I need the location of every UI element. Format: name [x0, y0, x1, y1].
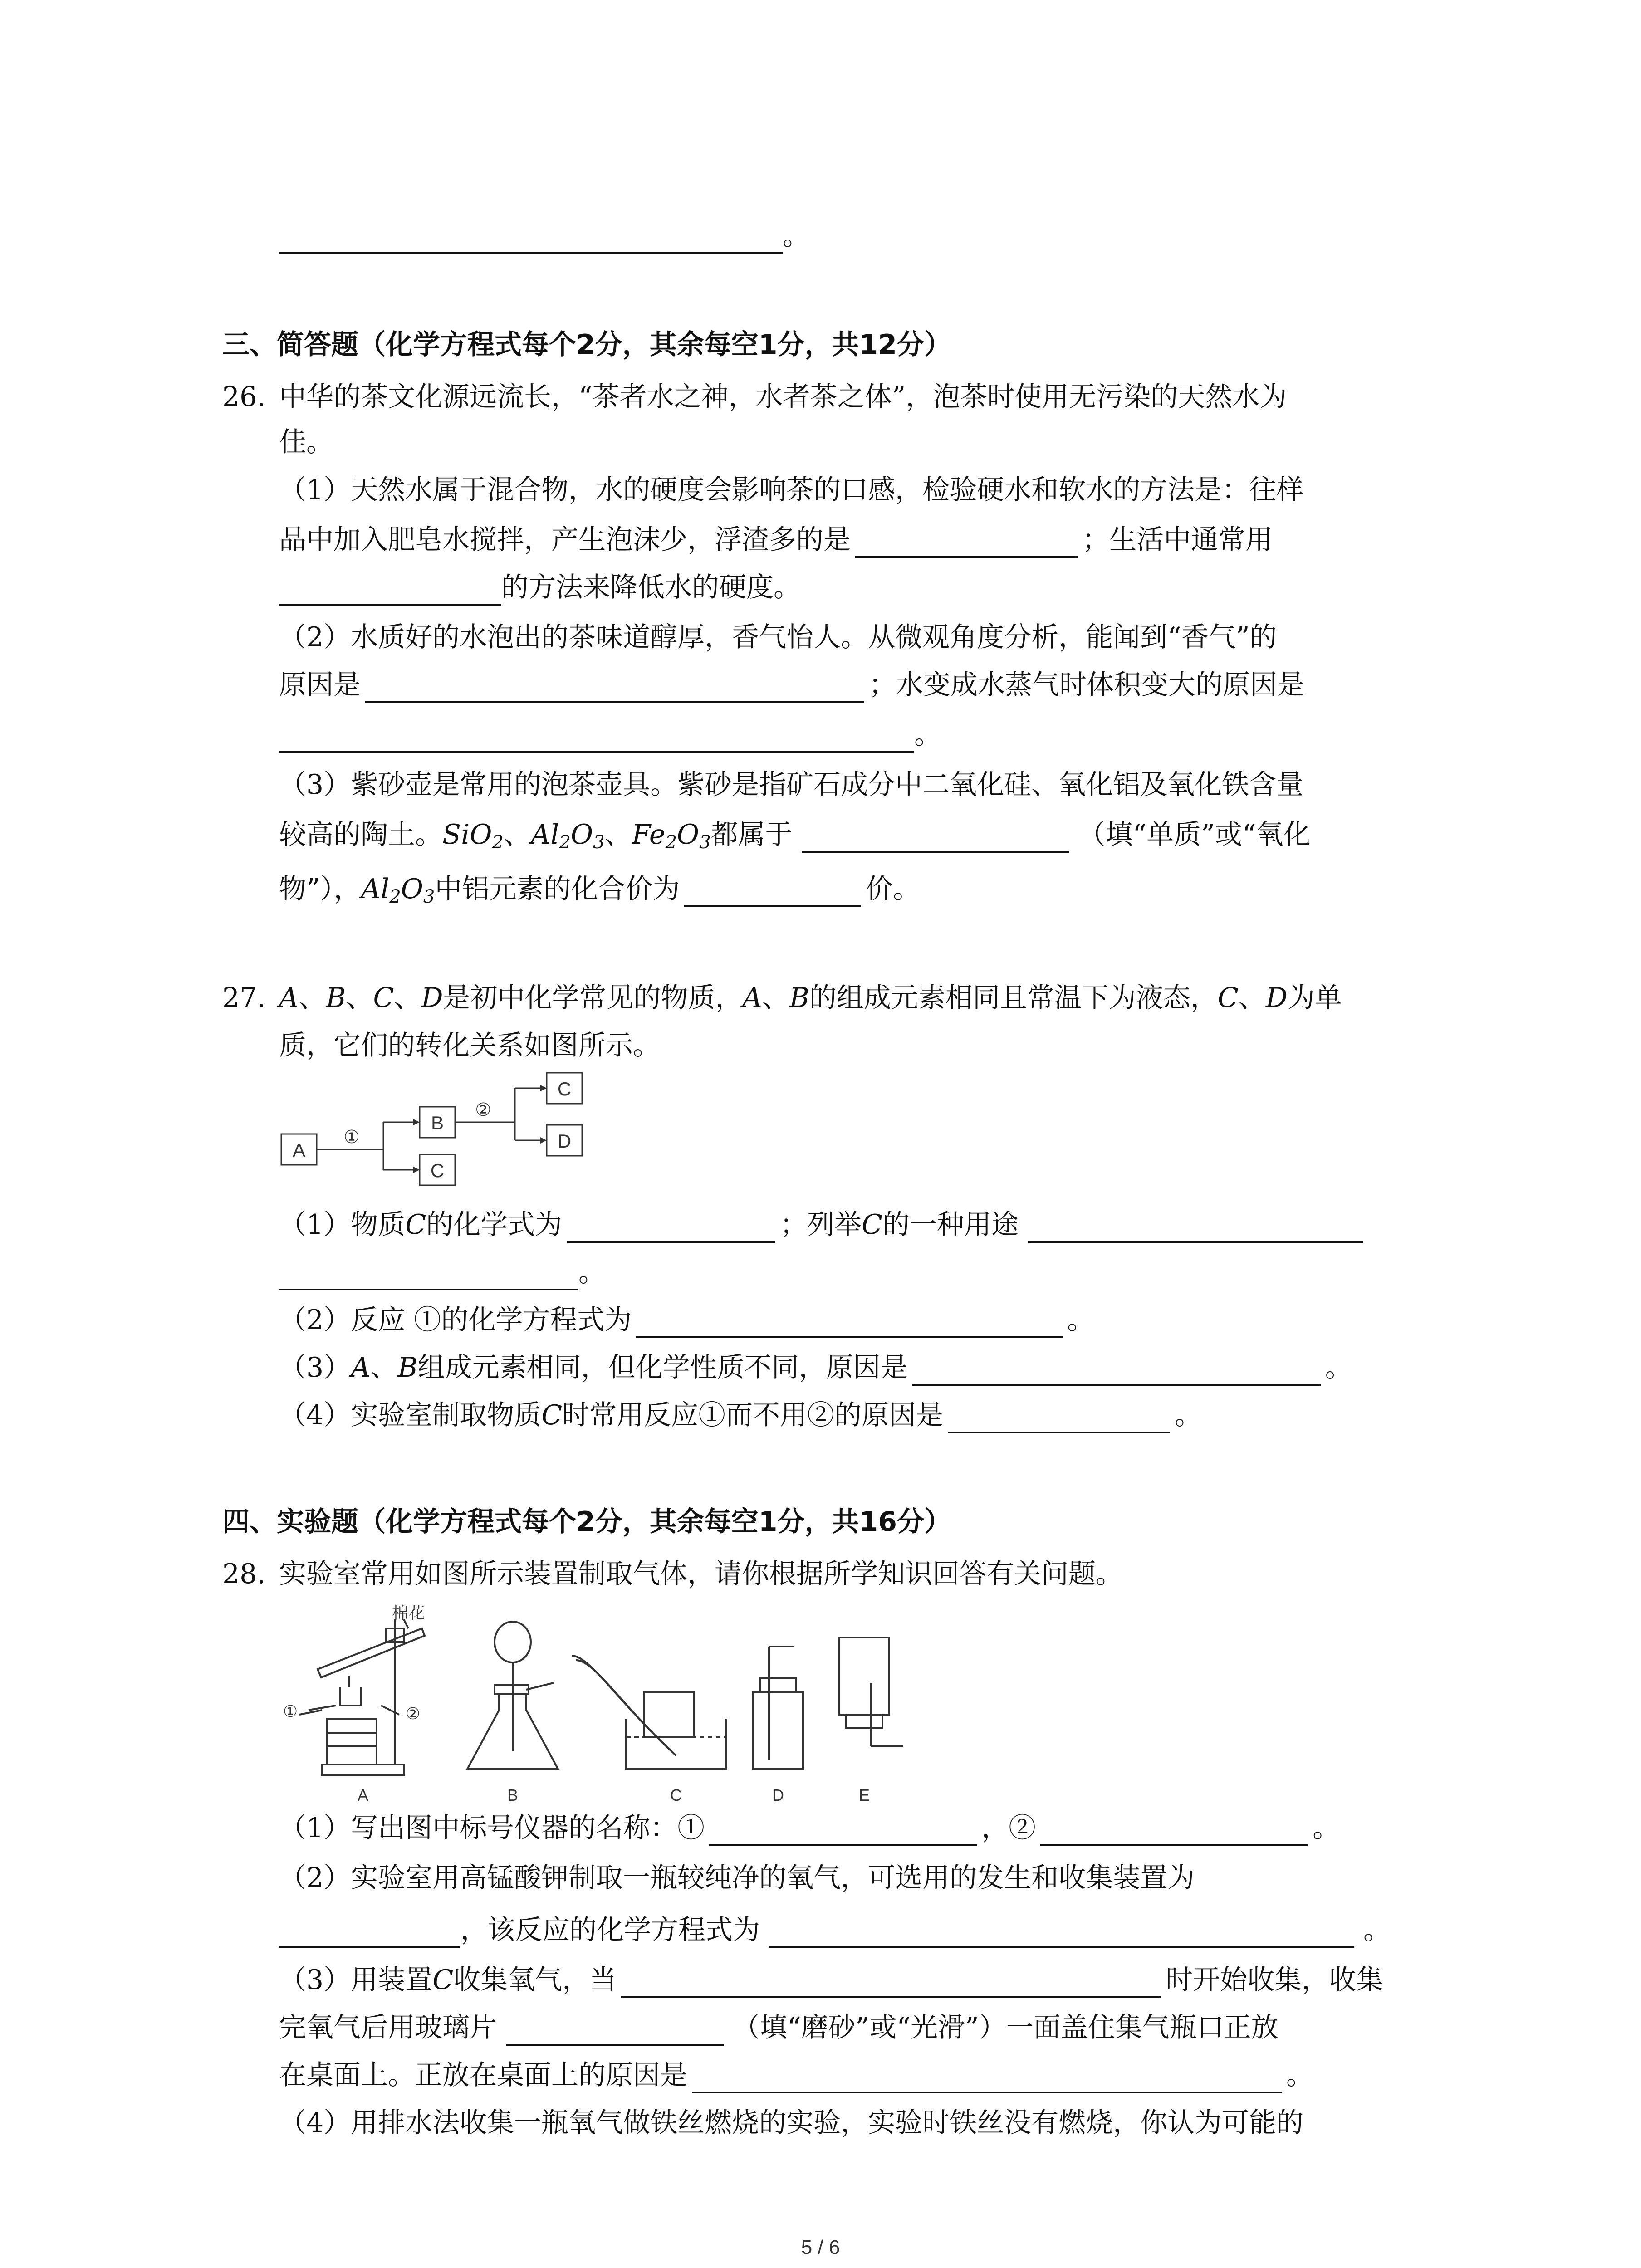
q27-line2: 质，它们的转化关系如图所示。: [279, 1030, 660, 1061]
answer-blank[interactable]: [948, 1403, 1170, 1433]
q26-part2-line2: 原因是 ；水变成水蒸气时体积变大的原因是: [279, 667, 1304, 703]
q27-part1-line2: 。: [279, 1254, 606, 1290]
fig-label-e: E: [858, 1786, 870, 1804]
q27-line1: A、B、C、D是初中化学常见的物质，A、B的组成元素相同且常温下为液态，C、D为单: [279, 982, 1342, 1014]
answer-blank[interactable]: [855, 527, 1078, 558]
answer-blank[interactable]: [636, 1307, 1063, 1338]
fig-label-cotton: 棉花: [392, 1603, 425, 1622]
q26-part3-line2: 较高的陶土。SiO$_2$、$Al_2O_3$、$Fe_2O_3$都属于 （填“单质”或“氧化: [279, 819, 1311, 853]
diagram-step-1: ①: [343, 1127, 360, 1147]
answer-blank[interactable]: [692, 2063, 1282, 2093]
page-number: 5 / 6: [801, 2236, 840, 2258]
fig-marker-1: ①: [283, 1702, 298, 1721]
section-4-title: 四、实验题（化学方程式每个2分，其余每空1分，共16分）: [222, 1506, 951, 1538]
top-answer-line: 。: [279, 218, 810, 254]
answer-blank[interactable]: [684, 876, 861, 907]
q28-part3-line1: （3）用装置C收集氧气，当 时开始收集，收集: [279, 1962, 1383, 1998]
diagram-label-c2: C: [557, 1078, 572, 1100]
q27-part4: （4）实验室制取物质C时常用反应①而不用②的原因是 。: [279, 1397, 1202, 1433]
q26-part1-line1: （1）天然水属于混合物，水的硬度会影响茶的口感，检验硬水和软水的方法是：往样: [279, 474, 1304, 506]
formula-fe2o3: $Fe_2O_3$: [632, 819, 711, 853]
q28-part1: （1）写出图中标号仪器的名称：① ，② 。: [279, 1810, 1340, 1846]
formula-al2o3: $Al_2O_3$: [530, 819, 605, 853]
q28-part3-line2: 完氧气后用玻璃片 （填“磨砂”或“光滑”）一面盖住集气瓶口正放: [279, 2009, 1279, 2046]
q26-number: 26.: [222, 381, 266, 413]
q27-conversion-diagram: [279, 1070, 597, 1207]
diagram-step-2: ②: [475, 1100, 491, 1120]
answer-blank[interactable]: [621, 1967, 1161, 1998]
answer-blank[interactable]: [709, 1815, 977, 1846]
q27-part1-line1: （1）物质C的化学式为 ；列举C的一种用途: [279, 1207, 1363, 1243]
q26-part3-line3: 物”），$Al_2O_3$中铝元素的化合价为 价。: [279, 873, 921, 907]
answer-blank[interactable]: [279, 1917, 460, 1948]
fig-label-a: A: [357, 1786, 369, 1804]
answer-blank[interactable]: [567, 1212, 775, 1243]
answer-blank[interactable]: [365, 672, 864, 703]
q27-part2: （2）反应 ①的化学方程式为 。: [279, 1302, 1094, 1338]
formula-sio2: SiO$_2$: [442, 819, 504, 853]
answer-blank[interactable]: [506, 2015, 724, 2046]
answer-blank[interactable]: [1028, 1212, 1363, 1243]
answer-blank[interactable]: [802, 822, 1069, 853]
answer-blank[interactable]: [279, 1260, 578, 1290]
q26-part1-line3: 的方法来降低水的硬度。: [279, 569, 801, 606]
answer-blank[interactable]: [769, 1917, 1354, 1948]
answer-blank[interactable]: [279, 722, 914, 753]
q28-part2-line2: ，该反应的化学方程式为 。: [279, 1912, 1391, 1948]
fig-label-b: B: [507, 1786, 519, 1804]
answer-blank[interactable]: [912, 1355, 1321, 1386]
answer-blank[interactable]: [279, 223, 783, 254]
diagram-label-c1: C: [430, 1160, 445, 1181]
diagram-label-d: D: [557, 1130, 572, 1152]
q28-intro: 实验室常用如图所示装置制取气体，请你根据所学知识回答有关问题。: [279, 1558, 1123, 1590]
q26-part3-line1: （3）紫砂壶是常用的泡茶壶具。紫砂是指矿石成分中二氧化硅、氧化铝及氧化铁含量: [279, 769, 1304, 801]
section-3-title: 三、简答题（化学方程式每个2分，其余每空1分，共12分）: [222, 329, 951, 361]
q28-apparatus-figure: [272, 1601, 916, 1810]
fig-label-d: D: [772, 1786, 784, 1804]
diagram-label-a: A: [292, 1139, 306, 1161]
fig-label-c: C: [670, 1786, 682, 1804]
q28-part4: （4）用排水法收集一瓶氧气做铁丝燃烧的实验，实验时铁丝没有燃烧，你认为可能的: [279, 2107, 1304, 2139]
q26-intro-line1: 中华的茶文化源远流长，“茶者水之神，水者茶之体”，泡茶时使用无污染的天然水为: [279, 381, 1287, 413]
q28-part2-line1: （2）实验室用高锰酸钾制取一瓶较纯净的氧气，可选用的发生和收集装置为: [279, 1862, 1195, 1894]
q27-number: 27.: [222, 982, 266, 1014]
diagram-label-b: B: [431, 1112, 444, 1134]
q26-part2-line3: 。: [279, 717, 941, 753]
q26-part1-line2: 品中加入肥皂水搅拌，产生泡沫少，浮渣多的是 ；生活中通常用: [279, 522, 1273, 558]
answer-blank[interactable]: [279, 575, 501, 606]
q26-intro-line2: 佳。: [279, 426, 333, 458]
fig-marker-2: ②: [405, 1704, 421, 1723]
q26-part2-line1: （2）水质好的水泡出的茶味道醇厚，香气怡人。从微观角度分析，能闻到“香气”的: [279, 621, 1277, 653]
q28-number: 28.: [222, 1558, 266, 1590]
q28-part3-line3: 在桌面上。正放在桌面上的原因是 。: [279, 2057, 1313, 2093]
answer-blank[interactable]: [1040, 1815, 1308, 1846]
formula-al2o3: $Al_2O_3$: [361, 873, 435, 907]
q27-part3: （3）A、B组成元素相同，但化学性质不同，原因是 。: [279, 1349, 1352, 1386]
